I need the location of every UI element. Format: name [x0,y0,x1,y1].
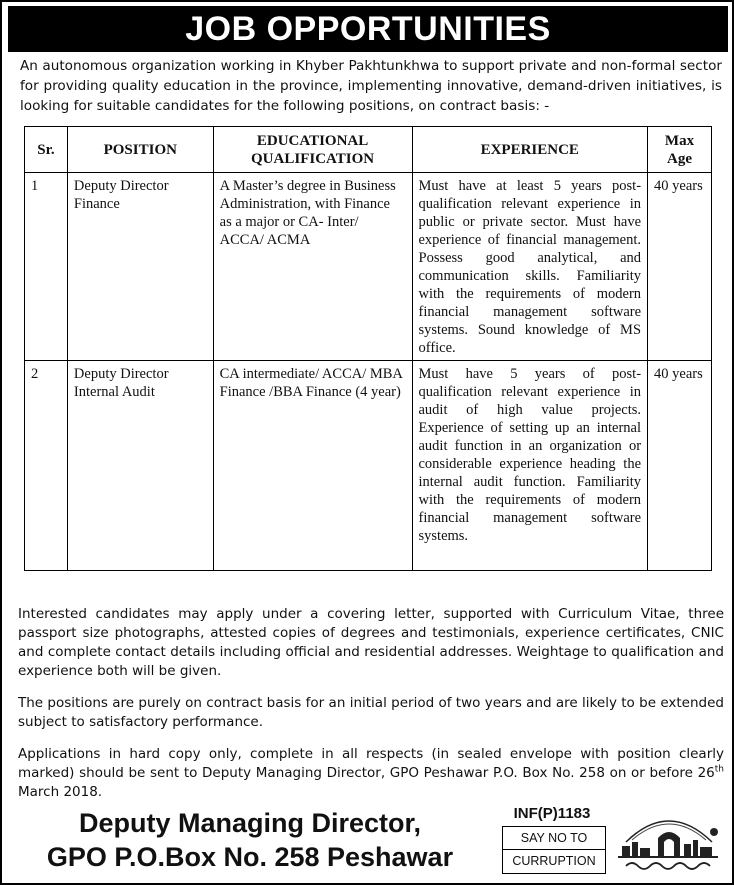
cell-max-age: 40 years [648,173,712,361]
cell-position: Deputy Director Internal Audit [67,361,213,571]
contract-terms: The positions are purely on contract basis for an initial period of two years and are likely to be extended subject to satisfactory performance. [18,695,724,730]
submission-text: Applications in hard copy only, complete in all respects (in sealed envelope with position clearly marked) should be sent to Deputy Managing Director, GPO Peshawar P.O. Box No. 258 on or before 26 [18,746,724,781]
header-position: POSITION [67,127,213,173]
slogan-line-2: CURRUPTION [503,849,605,872]
anti-corruption-box [502,826,606,874]
header-qualification-label: EDUCATIONAL QUALIFICATION [251,132,375,167]
header-max-age [648,127,712,173]
header-sr: Sr. [25,127,68,173]
cell-max-age: 40 years [648,361,712,571]
positions-table [24,126,712,571]
submission-instructions [18,745,724,802]
intro-paragraph: An autonomous organization working in Khyber Pakhtunkhwa to support private and non-formal sector for providing quality education in the province, implementing innovative, demand-driven initiatives, is looking for suitable candidates for the following positions, on contract basis: - [20,58,722,114]
table-header-row [25,127,712,173]
address-line-2: GPO P.O.Box No. 258 Peshawar [46,842,454,872]
cell-sr: 2 [25,361,68,571]
inf-code: INF(P)1183 [513,805,591,822]
cell-qualification: CA intermediate/ ACCA/ MBA Finance /BBA Finance (4 year) [213,361,412,571]
date-ordinal: th [714,764,724,775]
submission-date: March 2018. [18,784,103,800]
header-experience: EXPERIENCE [412,127,648,173]
header-max-age-label: Max Age [664,132,695,167]
cell-experience: Must have 5 years of post-qualification relevant experience in audit of high value projects. Experience of setting up an internal audit function in an organization or considerable experience heading the internal audit function. Familiarity with the requirements of modern financial management software systems. [412,361,648,571]
table-row [25,361,712,571]
apply-instructions: Interested candidates may apply under a covering letter, supported with Curriculum Vitae, three passport size photographs, attested copies of degrees and testimonials, experience certificates, CNIC and complete contact details including official and residential addresses. Weightage to qualification and experience both will be given. [18,606,724,679]
slogan-line-1: SAY NO TO [520,831,588,845]
table-row [25,173,712,361]
page-title: JOB OPPORTUNITIES [8,6,728,52]
kp-government-logo-icon [612,802,726,876]
cell-position: Deputy Director Finance [67,173,213,361]
cell-qualification: A Master’s degree in Business Administration, with Finance as a major or CA- Inter/ ACCA/ ACMA [213,173,412,361]
contact-address [20,806,480,874]
header-qualification [213,127,412,173]
cell-sr: 1 [25,173,68,361]
address-line-1: Deputy Managing Director, [78,808,422,838]
cell-experience: Must have at least 5 years post-qualification relevant experience in public or private sector. Must have experience of financial management. Possess good analytical, and communication skills. Familiarity with the requirements of modern financial management software systems. Sound knowledge of MS office. [412,173,648,361]
